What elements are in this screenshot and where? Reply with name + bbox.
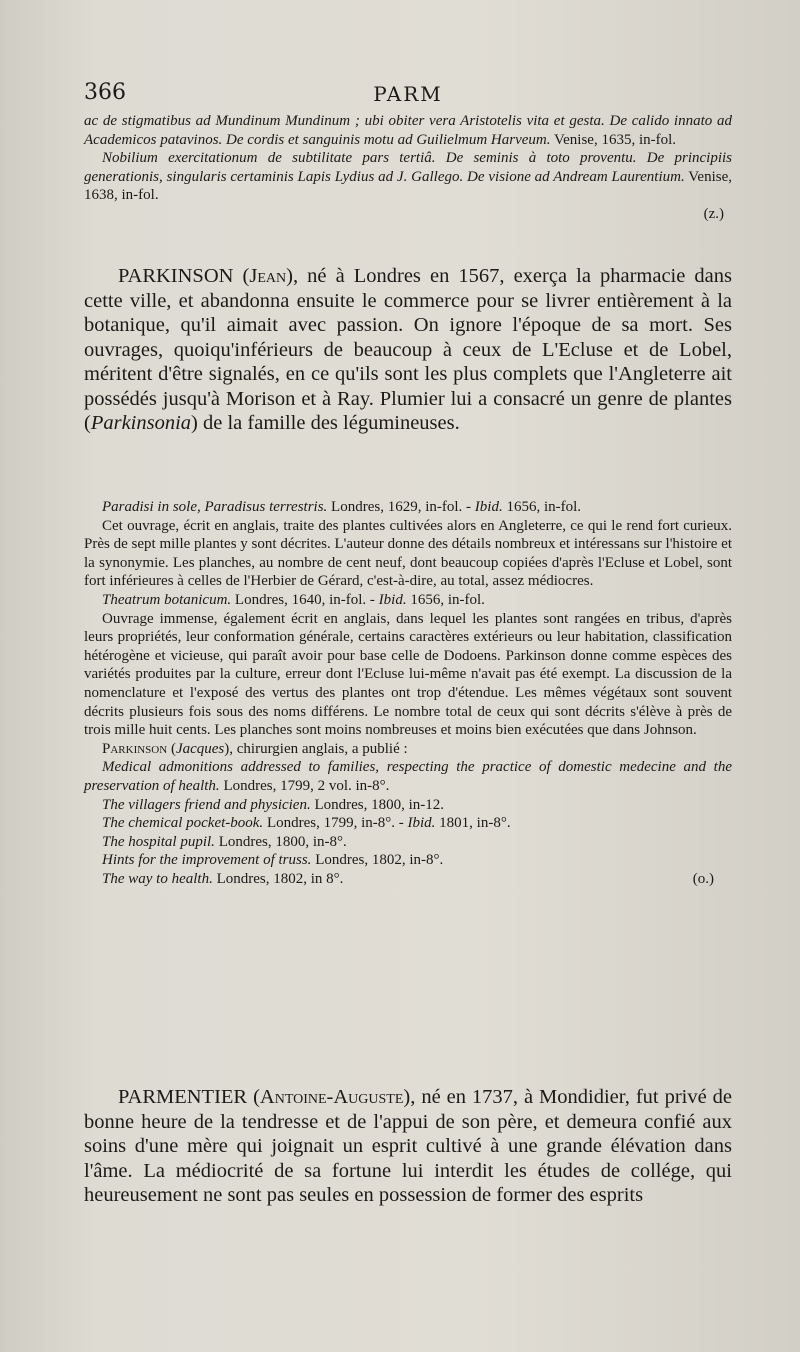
continued-bibliography (84, 112, 732, 224)
work-entry: The chemical pocket-book. Londres, 1799, in-8°. - Ibid. 1801, in-8°. (102, 815, 511, 832)
page-number: 366 (84, 80, 126, 105)
entry-parkinson-jean (84, 264, 732, 436)
entry-name: Parkinson (102, 740, 168, 757)
parkinson-works (84, 498, 732, 888)
entry-parmentier (84, 1085, 732, 1208)
work-description: Cet ouvrage, écrit en anglais, traite des plantes cultivées alors en Angleterre, ce qui le rend fort curieux. Près de sept mille plantes y sont décrites. L'auteur donne des détails nombreux et intéressans sur l'histoire et la synonymie. Les planches, au nombre de cent neuf, dont beaucoup copiées d'après l'Ecluse et Lobel, sont fort inférieures à celles de l'Herbier de Gérard, c'est-à-dire, au total, assez médiocres. (84, 517, 732, 590)
entry-name: PARMENTIER (118, 1086, 248, 1108)
article-body: PARMENTIER (Antoine-Auguste), né en 1737, à Mondidier, fut privé de bonne heure de la tendresse et de l'appui de son père, et demeura confié aux soins d'une mère qui joignait un esprit cultivé à une grande élévation dans l'âme. La médiocrité de sa fortune lui interdit les études de collége, qui heureusement ne sont pas seules en possession de former des esprits (84, 1086, 733, 1206)
work-entry: Theatrum botanicum. Londres, 1640, in-fol. - Ibid. 1656, in-fol. (102, 591, 485, 608)
author-signature: (z.) (703, 205, 724, 222)
page-header (84, 80, 732, 106)
author-signature: (o.) (692, 870, 714, 887)
work-entry: Medical admonitions addressed to families, respecting the practice of domestic medecine and the preservation of health. Londres, 1799, 2 vol. in-8°. (84, 759, 732, 794)
work-entry: ac de stigmatibus ad Mundinum Mundinum ; ubi obiter vera Aristotelis vita et gesta. De calido innato ad Academicos patavinos. De cordis et sanguinis motu ad Guilielmum Harveum. Venise, 1635, in-fol. (84, 113, 732, 148)
work-entry: The way to health. Londres, 1802, in 8°. (o.) (84, 870, 732, 889)
work-entry: Hints for the improvement of truss. Londres, 1802, in-8°. (102, 852, 444, 869)
entry-parkinson-jacques: Parkinson (Jacques), chirurgien anglais, a publié : (102, 740, 408, 757)
work-entry: Nobilium exercitationum de subtilitate pars tertiâ. De seminis à toto proventu. De principiis generationis, singularis certaminis Lapis Lydius ad J. Gallego. De visione ad Andream Laurentium. Venise, 1638, in-fol. (84, 150, 733, 204)
work-description: Ouvrage immense, également écrit en anglais, dans lequel les plantes sont rangées en tribus, d'après leurs propriétés, leur conformation générale, certains caractères extérieurs ou leur habitation, classification hétérogène et vicieuse, qui paraît avoir pour base celle de Dodoens. Parkinson donne comme espèces des variétés produites par la culture, erreur dont l'Ecluse lui-même n'avait pas été exempt. La discussion de la nomenclature et l'exposé des vertus des plantes ont trop d'étendue. Les mêmes végétaux sont souvent décrits plusieurs fois sous des noms différens. Le nombre total de ceux qui sont décrits s'élève à près de trois mille huit cents. Les planches sont moins nombreuses et moins bien exécutées que dans Johnson. (84, 610, 732, 739)
work-entry: The villagers friend and physicien. Londres, 1800, in-12. (102, 796, 445, 813)
entry-name: PARKINSON (118, 265, 234, 287)
work-entry: The hospital pupil. Londres, 1800, in-8°. (102, 833, 347, 850)
running-head: PARM (373, 82, 443, 106)
work-entry: Paradisi in sole, Paradisus terrestris. Londres, 1629, in-fol. - Ibid. 1656, in-fol. (102, 499, 582, 515)
article-body: PARKINSON (Jean), né à Londres en 1567, exerça la pharmacie dans cette ville, et abandonna ensuite le commerce pour se livrer entièrement à la botanique, qu'il aimait avec passion. On ignore l'époque de sa mort. Ses ouvrages, quoiqu'inférieurs de beaucoup à ceux de L'Ecluse et de Lobel, méritent d'être signalés, en ce qu'ils sont les plus complets que l'Angleterre ait possédés jusqu'à Morison et à Ray. Plumier lui a consacré un genre de plantes (Parkinsonia) de la famille des légumineuses. (84, 265, 732, 434)
